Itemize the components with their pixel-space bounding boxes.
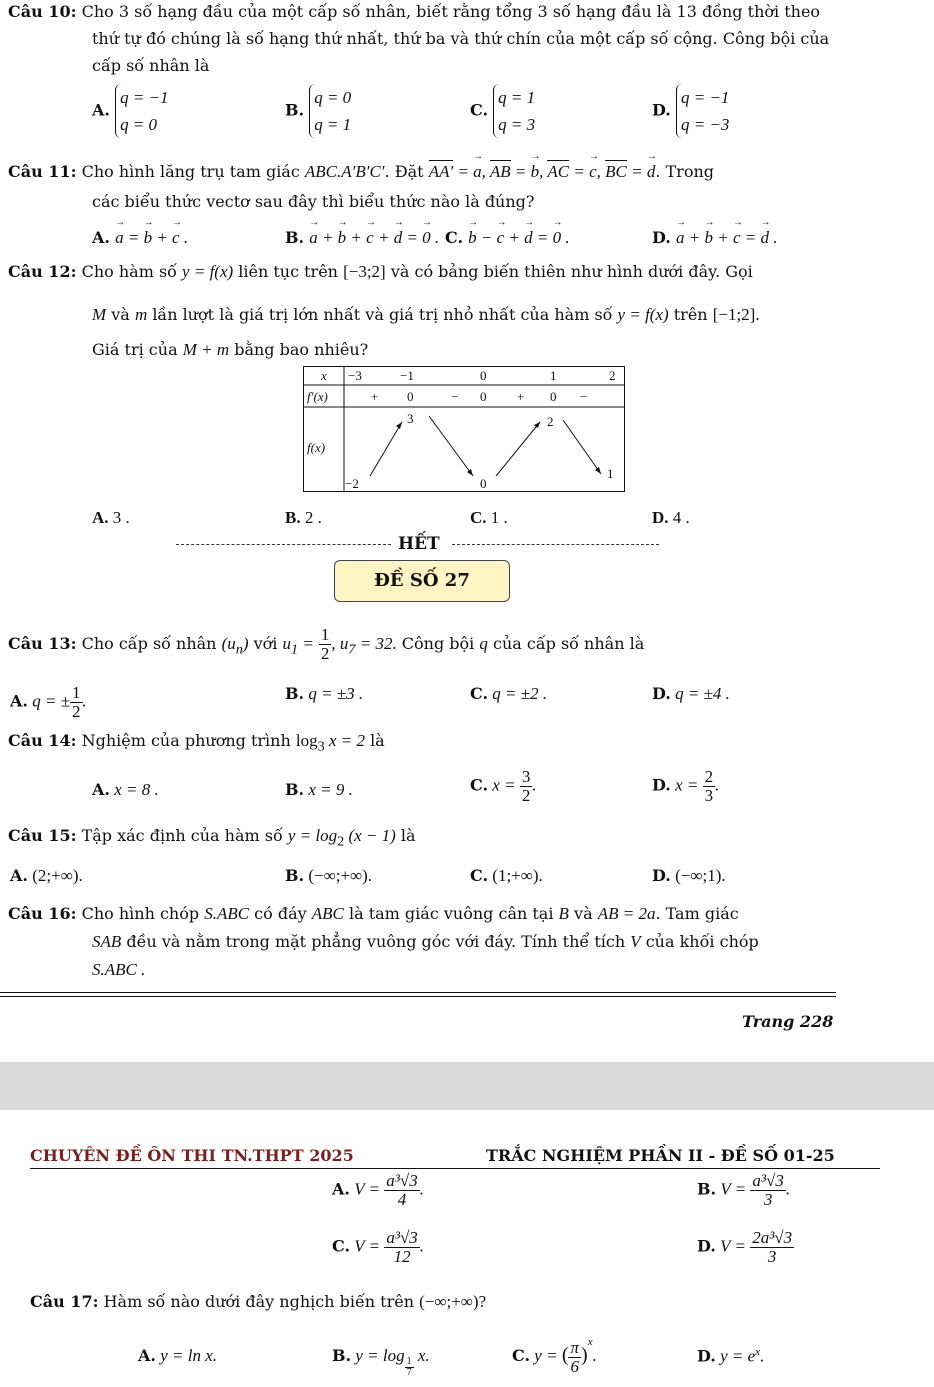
q16-text: . Tam giác: [655, 904, 739, 923]
log-base: 3: [317, 738, 325, 755]
seq-sub: n: [235, 641, 243, 658]
q12-function: y = f(x): [617, 305, 669, 324]
option-label: C.: [470, 866, 489, 885]
q16-line1: [8, 904, 739, 924]
x-val: 2: [609, 368, 616, 383]
q10-option-d: [652, 84, 729, 138]
option-value: 3 .: [112, 508, 130, 527]
x-val: −3: [348, 368, 362, 383]
q14-option-d: D. x = $\frac{2}{3}$ .: [652, 767, 720, 805]
q13-option-b: [285, 684, 363, 704]
q11-line1: [8, 162, 714, 182]
sys-line: q = 1: [498, 88, 536, 107]
option-label: B.: [285, 684, 305, 703]
frac-num: 2: [704, 767, 714, 786]
u1-sub: 1: [290, 641, 299, 658]
option-value: V =: [354, 1179, 381, 1199]
q11-label: Câu 11:: [8, 162, 77, 181]
header-left: CHUYÊN ĐỀ ÔN THI TN.THPT 2025: [30, 1146, 354, 1165]
q10-option-c: [470, 84, 535, 138]
q12-text: liên tục trên: [238, 262, 338, 281]
q16-option-d: [697, 1229, 794, 1266]
option-label: D.: [652, 508, 669, 527]
frac-den: 7: [406, 1367, 412, 1378]
option-label: C.: [470, 100, 489, 120]
q10-option-a: [92, 84, 169, 138]
q12-text: Giá trị của: [92, 340, 178, 359]
q14-line1: [8, 731, 385, 755]
frac-num: a³√3: [752, 1171, 784, 1190]
q16-option-b: B. V = $\frac{\text{a³√3}}{3}$ .: [697, 1171, 791, 1209]
option-label: B.: [285, 228, 305, 247]
frac-den: 3: [763, 1190, 773, 1209]
q11-vector-defs: AA′ = → a, AB = → b, AC = → c, BC = → d: [429, 162, 656, 181]
option-label: D.: [652, 100, 671, 120]
q15-function: [287, 826, 396, 850]
eq: x = 2: [328, 731, 365, 750]
q14-d-fraction: [703, 768, 716, 805]
q16-pyramid: S.ABC: [204, 904, 250, 923]
q16-a-fraction: [384, 1172, 419, 1209]
x-label: x: [321, 368, 327, 383]
q16-option-a: A. V = $\frac{\text{a³√3}}{4}$ .: [332, 1171, 424, 1209]
option-label: D.: [697, 1346, 716, 1366]
fn-base: 2: [337, 833, 345, 850]
q16-text: và: [574, 904, 593, 923]
frac-den: 4: [397, 1190, 407, 1209]
q12-var-m: m: [134, 305, 148, 324]
option-label: B.: [285, 866, 305, 885]
q17-option-c: [512, 1336, 597, 1376]
q17-text: Hàm số nào dưới đây nghịch biến trên: [103, 1292, 415, 1311]
q11-option-d: [652, 228, 777, 248]
q11-line2: các biểu thức vectơ sau đây thì biểu thức nào là đúng?: [92, 192, 535, 211]
q10-system-d: [676, 84, 729, 138]
page-number: Trang 228: [742, 1012, 834, 1031]
q14-text: Nghiệm của phương trình: [81, 731, 291, 750]
fp-sign: 0: [480, 389, 487, 404]
exponent: x: [587, 1336, 593, 1348]
fp-sign: −: [580, 389, 588, 404]
frac-num: 1: [320, 625, 330, 644]
q16-d-fraction: [750, 1229, 794, 1266]
frac-num: a³√3: [386, 1171, 418, 1190]
q11-expr-a: → a = → b + → c .: [115, 228, 188, 247]
fn: y = log: [287, 826, 338, 845]
q13-label: Câu 13:: [8, 634, 77, 653]
arrow-head: [467, 469, 473, 476]
q15-label: Câu 15:: [8, 826, 77, 845]
q16-text: Cho hình chóp: [81, 904, 200, 923]
sys-line: q = 0: [314, 88, 352, 107]
q12-line3: [92, 340, 368, 360]
option-value: y = ln x.: [160, 1346, 218, 1365]
q16-text: của khối chóp: [645, 932, 759, 951]
option-value: V =: [354, 1236, 381, 1256]
seq-end: ): [242, 634, 249, 653]
q10-system-a: [115, 84, 168, 138]
q13-seq: [221, 634, 249, 658]
option-value: 4 .: [672, 508, 690, 527]
q17-interval: (−∞;+∞)?: [419, 1292, 487, 1311]
option-label: C.: [445, 228, 464, 247]
q10-label: Câu 10:: [8, 2, 77, 21]
q15-option-c: [470, 866, 543, 886]
u7: , u: [331, 634, 349, 653]
paren-left: (: [561, 1344, 569, 1366]
x-val: −1: [400, 368, 414, 383]
frac-den: 2: [72, 702, 81, 721]
q12-option-d: [652, 508, 690, 528]
q15-option-d: [652, 866, 726, 886]
q12-option-a: [92, 508, 130, 528]
option-label: D.: [652, 684, 671, 703]
u1: u: [282, 634, 291, 653]
q11-option-c: [445, 228, 570, 248]
option-value: y = e: [720, 1346, 756, 1366]
exponent: x: [755, 1346, 761, 1358]
option-label: D.: [652, 866, 671, 885]
q13-text: với: [253, 634, 278, 653]
seq-text: (u: [221, 634, 236, 653]
q16-var-v: V: [630, 932, 641, 951]
option-value: q = ±: [32, 691, 71, 711]
q17-line1: [30, 1292, 486, 1312]
frac-num: 3: [521, 767, 531, 786]
f-val: 0: [480, 476, 487, 491]
q16-line2: [92, 932, 759, 952]
sys-line: q = −1: [120, 88, 169, 107]
footer-rule-2: [0, 996, 836, 997]
q12-var-M: M: [92, 305, 107, 324]
end-text: HẾT: [398, 534, 440, 554]
option-label: C.: [332, 1236, 351, 1256]
q16-option-c: C. V = $\frac{\text{a³√3}}{12}$ .: [332, 1228, 425, 1266]
q16-base: ABC: [311, 904, 344, 923]
f-label: f(x): [307, 440, 326, 455]
sys-line: q = 1: [314, 115, 352, 134]
q11-expr-b: → a + → b + → c + → d = → 0 .: [309, 228, 439, 247]
q15-option-a: [10, 866, 83, 886]
frac-num: π: [570, 1337, 580, 1357]
q17-option-d: [697, 1346, 764, 1367]
q13-a-fraction: [70, 684, 83, 721]
q12-label: Câu 12:: [8, 262, 77, 281]
option-value: (1;+∞).: [492, 866, 543, 885]
q13-option-d: [652, 684, 730, 704]
option-label: A.: [10, 866, 28, 885]
q15-text: Tập xác định của hàm số: [81, 826, 283, 845]
q12-text: trên: [673, 305, 708, 324]
q12-interval: [−1;2].: [712, 305, 760, 324]
frac-num: 1: [406, 1356, 412, 1367]
q10-system-b: [309, 84, 351, 138]
q11-text: . Trong: [655, 162, 714, 181]
q12-line1: [8, 262, 753, 282]
exam-badge: ĐỀ SỐ 27: [334, 560, 510, 602]
q13-fraction: [319, 626, 332, 663]
frac-den: 3: [704, 786, 714, 805]
sys-line: q = −1: [680, 88, 730, 107]
frac-num: 1: [72, 683, 81, 702]
q12-text: và có bảng biến thiên như hình dưới đây. Gọi: [390, 262, 753, 281]
option-tail: x.: [417, 1346, 430, 1365]
option-value: (2;+∞).: [32, 866, 83, 885]
option-tail: .: [592, 1346, 597, 1365]
q14-c-fraction: [520, 768, 533, 805]
option-label: B.: [697, 1179, 717, 1199]
variation-table: [303, 366, 625, 492]
option-label: A.: [332, 1179, 350, 1199]
q17-log-base: [405, 1357, 414, 1378]
q10-line3: cấp số nhân là: [92, 56, 210, 75]
q11-text: Cho hình lăng trụ tam giác: [81, 162, 300, 181]
u7-val: = 32.: [359, 634, 397, 653]
option-label: A.: [10, 691, 28, 711]
q17-option-b: [332, 1346, 430, 1378]
option-label: B.: [332, 1346, 352, 1365]
q10-line1: [8, 2, 820, 21]
fp-sign: 0: [407, 389, 414, 404]
fp-sign: 0: [550, 389, 557, 404]
option-value: q = ±3 .: [308, 684, 364, 703]
arrow-down: [563, 420, 601, 474]
q12-function: y = f(x): [182, 262, 234, 281]
q11-option-a: [92, 228, 188, 248]
q12-option-c: [470, 508, 508, 528]
q13-text: của cấp số nhân là: [492, 634, 645, 653]
q11-text: . Đặt: [384, 162, 424, 181]
eq: =: [302, 634, 314, 653]
q11-prism: ABC.A′B′C′: [304, 162, 385, 181]
q13-var: q: [479, 634, 488, 653]
q16-ab: AB = 2a: [597, 904, 656, 923]
frac-num: 2a³√3: [752, 1228, 793, 1247]
arrow-head: [396, 422, 402, 429]
option-value: (−∞;+∞).: [308, 866, 373, 885]
q11-option-b: [285, 228, 439, 248]
option-value: (−∞;1).: [675, 866, 726, 885]
q13-u7: [331, 634, 397, 658]
option-value: x = 8 .: [114, 780, 159, 799]
option-label: C.: [512, 1346, 531, 1365]
arrow-up: [370, 422, 402, 476]
q12-text: và: [111, 305, 130, 324]
option-value: V =: [720, 1236, 746, 1256]
sys-line: q = −3: [680, 115, 730, 134]
header-right: TRẮC NGHIỆM PHẦN II - ĐỀ SỐ 01-25: [486, 1146, 835, 1165]
fp-sign: +: [371, 389, 379, 404]
q12-expr: M + m: [182, 340, 230, 359]
f-val: −2: [345, 476, 359, 491]
option-label: A.: [138, 1346, 156, 1365]
sys-line: q = 0: [120, 115, 158, 134]
arrow-up: [496, 422, 540, 476]
option-value: y = log: [355, 1346, 405, 1365]
option-label: C.: [470, 775, 489, 795]
q13-text: Công bội: [401, 634, 475, 653]
q16-c-fraction: [384, 1229, 419, 1266]
q12-text: lần lượt là giá trị lớn nhất và giá trị nhỏ nhất của hàm số: [152, 305, 613, 324]
option-label: D.: [652, 775, 671, 795]
footer-rule: [0, 992, 836, 993]
option-label: D.: [697, 1236, 716, 1256]
q14-equation: [295, 731, 365, 755]
x-val: 1: [550, 368, 557, 383]
q16-label: Câu 16:: [8, 904, 77, 923]
header-rule: [30, 1168, 880, 1169]
option-tail: .: [760, 1346, 765, 1366]
q12-line2: [92, 305, 760, 325]
q17-option-a: [138, 1346, 217, 1366]
q13-line1: [8, 626, 644, 663]
dashed-rule-right: [452, 544, 659, 545]
q14-option-a: [92, 780, 159, 800]
q11-expr-d: → a + → b + → c = → d .: [676, 228, 778, 247]
option-value: x =: [492, 775, 516, 795]
f-val: 1: [607, 466, 614, 481]
q15-text: là: [400, 826, 416, 845]
option-label: B.: [285, 100, 305, 120]
q16-line3: S.ABC .: [92, 960, 146, 979]
q11-expr-c: → b − → c + → d = → 0 .: [468, 228, 570, 247]
option-value: V =: [720, 1179, 747, 1199]
option-value: x = 9 .: [308, 780, 353, 799]
q16-sab: SAB: [92, 932, 122, 951]
fp-sign: +: [517, 389, 525, 404]
option-label: B.: [285, 508, 301, 527]
q10-system-c: [493, 84, 535, 138]
q13-option-a: A. q = ± $\frac{1}{2}$ .: [10, 683, 87, 721]
q14-text: là: [370, 731, 385, 750]
q13-u1: [282, 634, 314, 658]
q17-label: Câu 17:: [30, 1292, 99, 1311]
sys-line: q = 3: [498, 115, 536, 134]
frac-den: 2: [320, 644, 330, 663]
x-val: 0: [480, 368, 487, 383]
arrow-head: [534, 422, 540, 428]
q15-line1: [8, 826, 416, 850]
fp-label: f′(x): [307, 389, 328, 404]
log: log: [295, 731, 318, 750]
u7-sub: 7: [348, 641, 356, 658]
frac-den: 3: [767, 1247, 777, 1266]
option-label: A.: [92, 228, 110, 247]
fp-sign: −: [451, 389, 459, 404]
option-label: A.: [92, 508, 109, 527]
arrow-head: [595, 467, 601, 474]
q12-option-b: [285, 508, 322, 528]
q13-text: Cho cấp số nhân: [81, 634, 217, 653]
q16-text: đều và nằm trong mặt phẳng vuông góc với đáy. Tính thể tích: [126, 932, 626, 951]
q14-option-b: [285, 780, 353, 800]
page-separator: [0, 1062, 934, 1110]
dashed-rule-left: [176, 544, 391, 545]
option-value: q = ±4 .: [675, 684, 730, 703]
q14-label: Câu 14:: [8, 731, 77, 750]
q10-text: Cho 3 số hạng đầu của một cấp số nhân, biết rằng tổng 3 số hạng đầu là 13 đồng thời theo: [81, 2, 821, 21]
q16-text: là tam giác vuông cân tại: [348, 904, 554, 923]
q12-text: Cho hàm số: [81, 262, 177, 281]
fn-arg: (x − 1): [348, 826, 396, 845]
frac-den: 2: [521, 786, 531, 805]
q13-option-c: [470, 684, 547, 704]
q10-line2: thứ tự đó chúng là số hạng thứ nhất, thứ ba và thứ chín của một cấp số cộng. Công bội của: [92, 29, 830, 48]
option-label: A.: [92, 100, 110, 120]
arrow-down: [429, 416, 473, 476]
option-label: C.: [470, 508, 487, 527]
option-label: D.: [652, 228, 671, 247]
q15-option-b: [285, 866, 372, 886]
q10-option-b: [285, 84, 351, 138]
q16-text: có đáy: [254, 904, 307, 923]
option-label: C.: [470, 684, 489, 703]
q16-vertex: B: [558, 904, 569, 923]
q17-c-fraction: [568, 1339, 581, 1376]
frac-num: a³√3: [386, 1228, 418, 1247]
option-label: B.: [285, 780, 305, 799]
option-value: 2 .: [304, 508, 322, 527]
frac-den: 12: [393, 1247, 411, 1266]
q12-text: bằng bao nhiêu?: [234, 340, 369, 359]
option-value: q = ±2 .: [492, 684, 548, 703]
f-val: 3: [407, 411, 414, 426]
paren-right: ): [581, 1344, 588, 1366]
f-val: 2: [547, 414, 554, 429]
option-value: y =: [534, 1346, 558, 1365]
page-229: [0, 1110, 934, 1387]
frac-den: 6: [570, 1356, 579, 1376]
option-value: 1 .: [490, 508, 508, 527]
option-label: A.: [92, 780, 110, 799]
q12-interval: [−3;2]: [343, 262, 386, 281]
option-value: x =: [675, 775, 699, 795]
q14-option-c: C. x = $\frac{3}{2}$ .: [470, 767, 537, 805]
q16-b-fraction: [750, 1172, 785, 1209]
